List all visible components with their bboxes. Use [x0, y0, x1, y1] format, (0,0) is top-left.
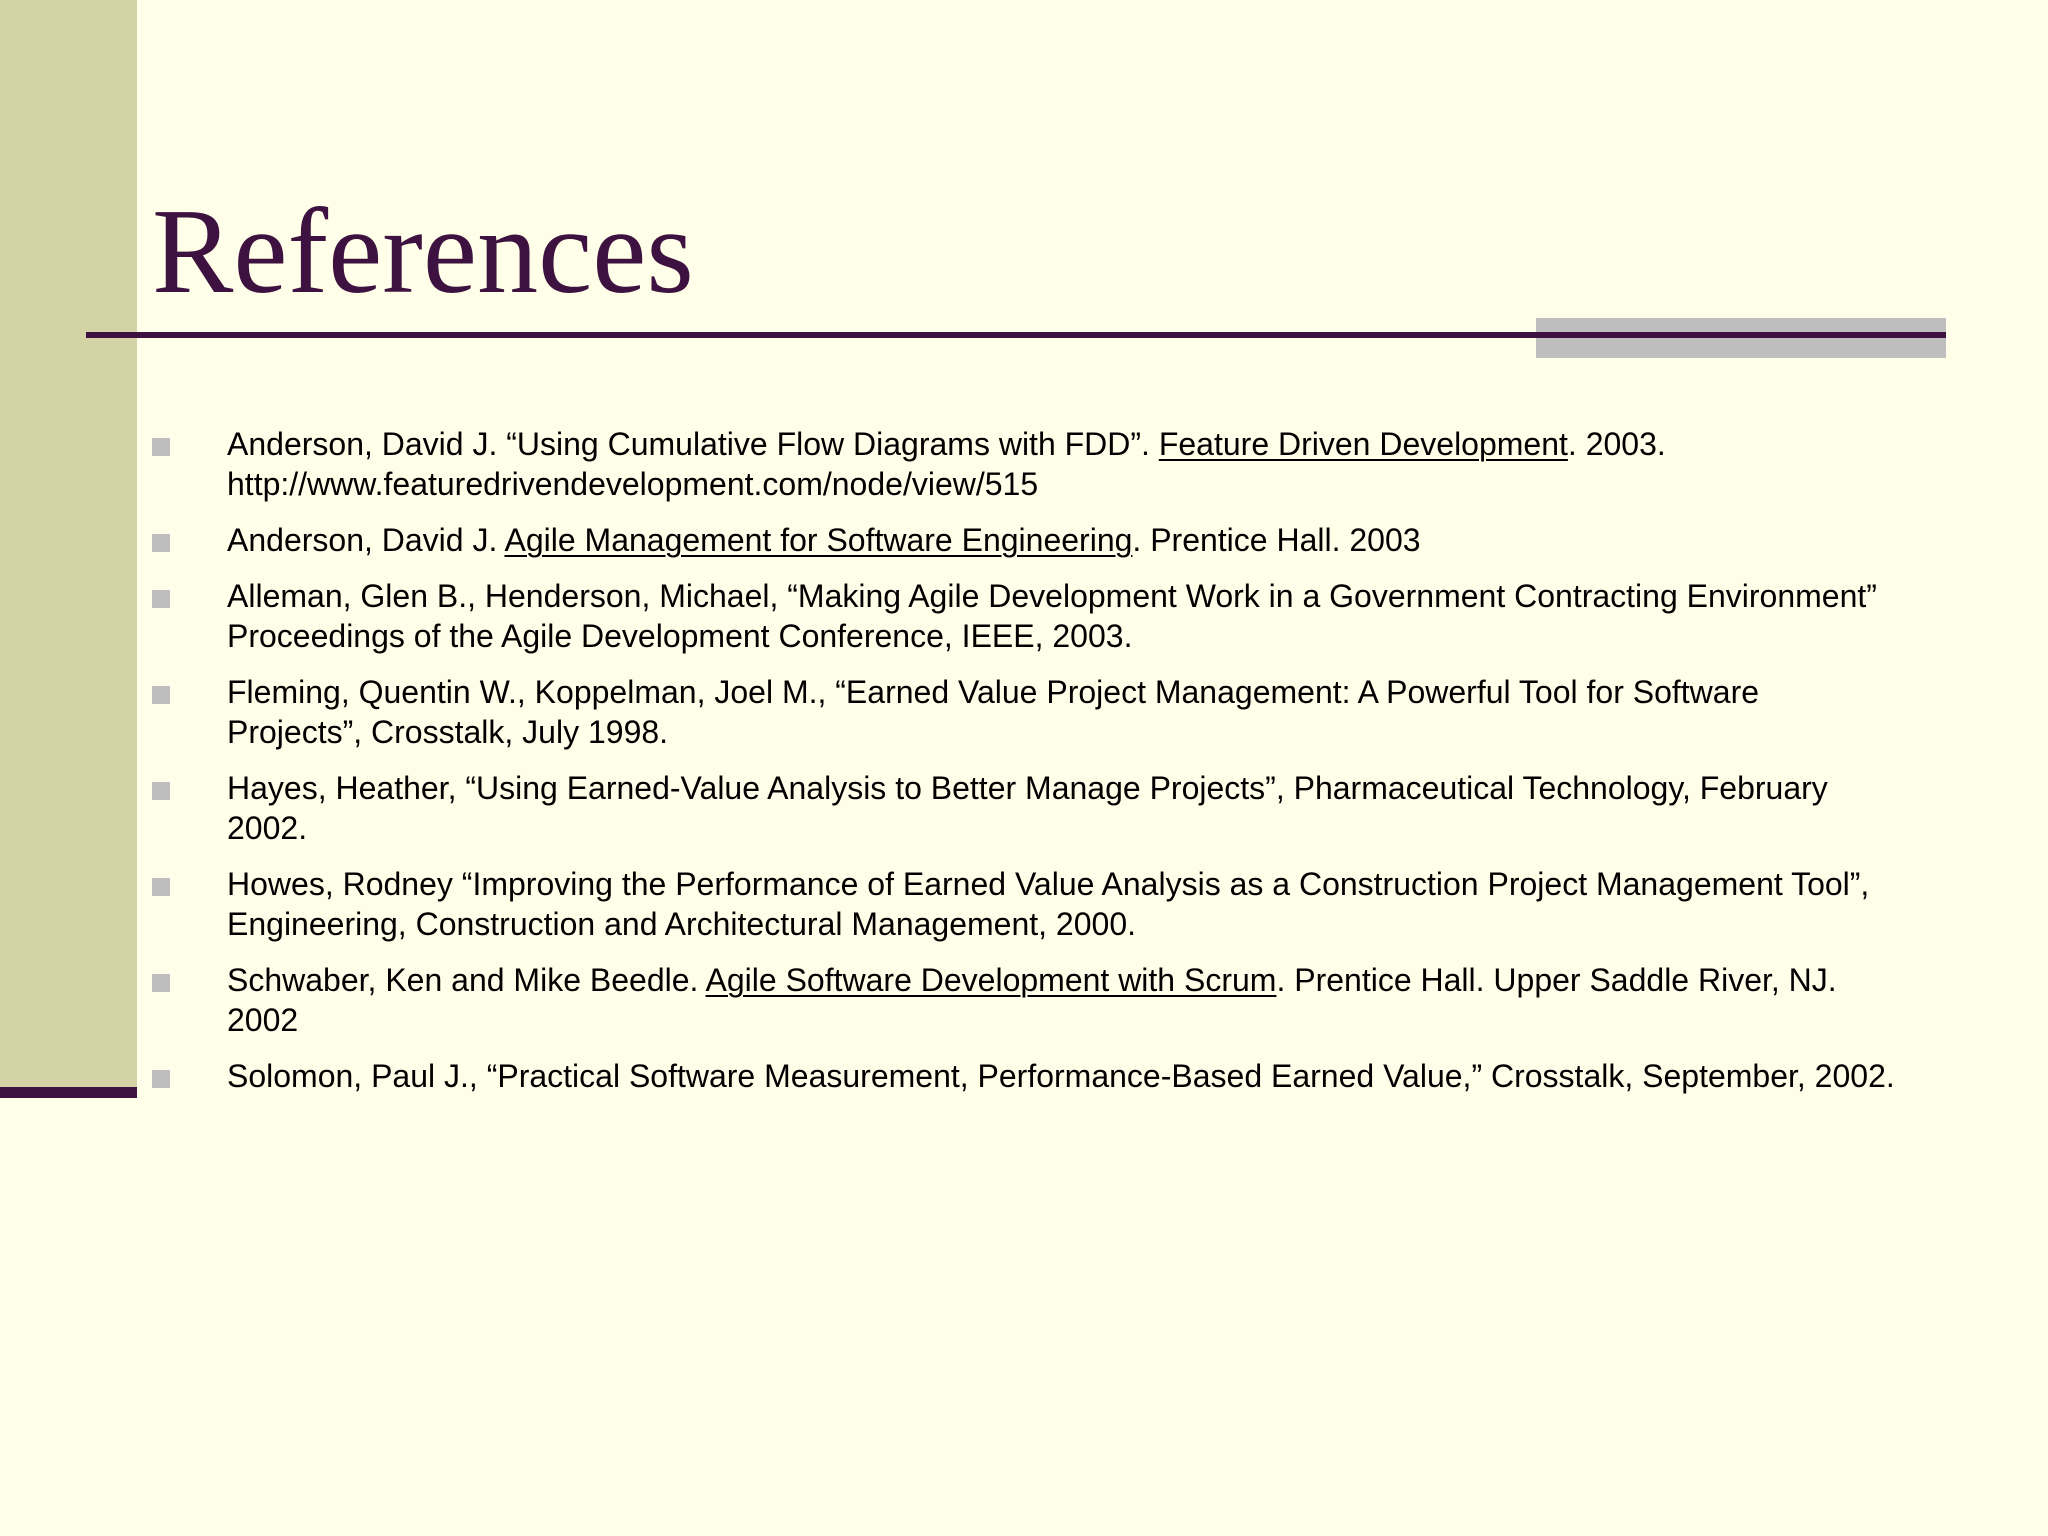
- square-bullet-icon: [152, 590, 170, 608]
- reference-item: [152, 960, 1902, 1040]
- square-bullet-icon: [152, 974, 170, 992]
- reference-text: Fleming, Quentin W., Koppelman, Joel M., “Earned Value Project Management: A Powerful Tool for Software Projects”, Crosstalk, July 1998.: [227, 674, 1760, 750]
- reference-text: Alleman, Glen B., Henderson, Michael, “Making Agile Development Work in a Government Contracting Environment” Proceedings of the Agile Development Conference, IEEE, 2003.: [227, 578, 1877, 654]
- reference-title: Feature Driven Development: [1158, 426, 1568, 462]
- square-bullet-icon: [152, 438, 170, 456]
- square-bullet-icon: [152, 1070, 170, 1088]
- reference-item: [152, 424, 1902, 504]
- reference-text-tail: . 2003. http://www.featuredrivendevelopment.com/node/view/515: [227, 426, 1666, 502]
- sidebar-decoration: [0, 0, 137, 1087]
- reference-item: [152, 768, 1902, 848]
- reference-text: Hayes, Heather, “Using Earned-Value Analysis to Better Manage Projects”, Pharmaceutical Technology, February 2002.: [227, 770, 1828, 846]
- reference-item: [152, 864, 1902, 944]
- slide-title: References: [152, 184, 694, 319]
- reference-text: Anderson, David J.: [227, 522, 505, 558]
- square-bullet-icon: [152, 782, 170, 800]
- reference-item: [152, 576, 1902, 656]
- reference-title: Agile Software Development with Scrum: [705, 962, 1277, 998]
- reference-text-tail: . Prentice Hall. 2003: [1132, 522, 1421, 558]
- reference-text: Howes, Rodney “Improving the Performance of Earned Value Analysis as a Construction Project Management Tool”, Engineering, Construction and Architectural Management, 2000.: [227, 866, 1870, 942]
- square-bullet-icon: [152, 878, 170, 896]
- title-accent-block: [1536, 318, 1946, 358]
- reference-text: Schwaber, Ken and Mike Beedle.: [227, 962, 706, 998]
- reference-text: Solomon, Paul J., “Practical Software Measurement, Performance-Based Earned Value,” Crosstalk, September, 2002.: [227, 1058, 1895, 1094]
- square-bullet-icon: [152, 686, 170, 704]
- reference-item: [152, 1056, 1902, 1096]
- title-rule: [86, 332, 1946, 338]
- sidebar-accent-stripe: [0, 1087, 137, 1098]
- reference-item: [152, 672, 1902, 752]
- reference-text: Anderson, David J. “Using Cumulative Flow Diagrams with FDD”.: [227, 426, 1159, 462]
- reference-text-tail: . Prentice Hall. Upper Saddle River, NJ. 2002: [227, 962, 1837, 1038]
- reference-list: [152, 424, 1902, 1112]
- reference-item: [152, 520, 1902, 560]
- reference-title: Agile Management for Software Engineering: [504, 522, 1133, 558]
- square-bullet-icon: [152, 534, 170, 552]
